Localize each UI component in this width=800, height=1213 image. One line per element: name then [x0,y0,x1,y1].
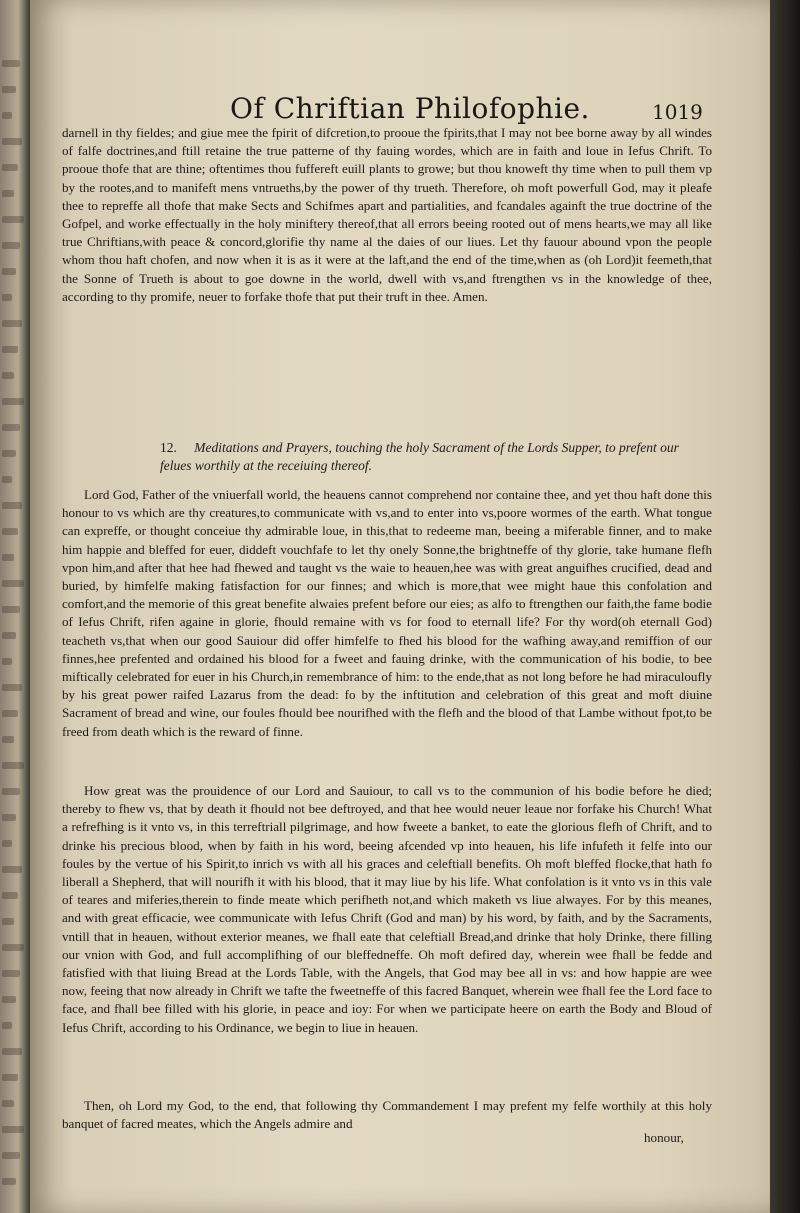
previous-page-text-fragment [2,450,16,457]
previous-page-text-fragment [2,606,20,613]
previous-page-text-fragment [2,112,12,119]
previous-page-text-fragment [2,502,22,509]
previous-page-text-fragment [2,1178,16,1185]
section-number: 12. [160,440,177,455]
previous-page-text-fragment [2,684,22,691]
previous-page-text-fragment [2,86,16,93]
previous-page-text-fragment [2,970,20,977]
previous-page-text-fragment [2,1152,20,1159]
previous-page-text-fragment [2,1126,24,1133]
previous-page-text-fragment [2,788,20,795]
previous-page-text-fragment [2,892,18,899]
previous-page-text-fragment [2,554,14,561]
running-header-title: Of Chriftian Philofophie. [230,92,590,125]
previous-page-text-fragment [2,216,24,223]
section-heading-text: Meditations and Prayers, touching the holy Sacrament of the Lords Supper, to prefent our felues worthily at the receiuing thereof. [160,440,679,473]
previous-page-text-fragment [2,580,24,587]
section-heading [160,439,700,475]
catchword: honour, [644,1130,684,1145]
previous-page-text-fragment [2,346,18,353]
previous-page-text-fragment [2,1100,14,1107]
previous-page-text-fragment [2,814,16,821]
book-gutter-shadow [770,0,800,1213]
previous-page-text-fragment [2,268,16,275]
previous-page-text-fragment [2,840,12,847]
paragraph-prayer-conclusion: darnell in thy fieldes; and giue mee the fpirit of difcretion,to prooue the fpirits,that I may not bee borne away by all windes of falfe doctrines,and ftill retaine the true patterne of thy fauing wordes, which are in faith and loue in Iefus Chrift. To prooue thofe that are thine; oftentimes thou fuffereft euill plants to growe; but thou knoweft thy time when to pull them vp by the rootes,and to manifeft mens vntrueths,by the power of thy trueth. Therefore, oh moft powerfull God, may it pleafe thee to repreffe all thofe that make Sects and Schifmes apart and partialities, and fcandales againft the true doctrine of the Gofpel, and worke effectually in the holy miniftery thereof,that all errors beeing rooted out of mens hearts,we may all like true Chriftians,with peace & concord,glorifie thy name al the daies of our liues. Let thy fauour abound vpon the people whom thou haft chofen, and now when it is as it were at the laft,and the end of the time,when as (oh Lord)it feemeth,that the Sonne of Trueth is about to goe downe in the world, dwell with vs,and ftrengthen vs in the knowledge of thee, according to thy promife, neuer to forfake thofe that put their truft in thee. Amen. [62,125,712,304]
previous-page-text-fragment [2,632,16,639]
previous-page-text-fragment [2,1022,12,1029]
page-number: 1019 [652,100,703,124]
previous-page-text-fragment [2,528,18,535]
previous-page-text-fragment [2,398,24,405]
previous-page-text-fragment [2,1074,18,1081]
previous-page-text-fragment [2,736,14,743]
previous-page-text-fragment [2,762,24,769]
previous-page-text-fragment [2,294,12,301]
paragraph-then-oh-lord: Then, oh Lord my God, to the end, that following thy Commandement I may prefent my felfe worthily at this holy banquet of facred meates, which the Angels admire and [62,1098,712,1132]
previous-page-text-fragment [2,476,12,483]
previous-page-text-fragment [2,866,22,873]
previous-page-text-fragment [2,138,22,145]
previous-page-text-fragment [2,944,24,951]
previous-page-text-fragment [2,424,20,431]
previous-page-text-fragment [2,320,22,327]
previous-page-text-fragment [2,242,20,249]
paragraph-lord-god: Lord God, Father of the vniuerfall world, the heauens cannot comprehend nor containe thee, and yet thou haft done this honour to vs which are thy creatures,to communicate with vs,and to enter into vs,poore wormes of the earth. What tongue can expreffe, or thought conceiue thy admirable loue, in this,that to redeeme man, beeing a miferable finner, and to make him happie and bleffed for euer, diddeft vouchfafe to let thy onely Sonne,the brightneffe of thy glorie, take humane flefh vpon him,and after that hee had fhewed and taught vs the waie to heauen,hee was with great anguifhes crucified, dead and buried, by himfelfe making fatisfaction for our finnes; and which is more,that wee might haue this confolation and comfort,and the memorie of this great benefite alwaies prefent before our eies; as alfo to ftrengthen our faith,the fame bodie of Iefus Chrift, rifen againe in glorie, fhould remaine with vs for food to eternall life? For thy word(oh eternall God) teacheth vs,that when our good Sauiour did offer himfelfe to fhed his blood for the wafhing away,and remiffion of our finnes,hee prefented and ordained his blood for a fweet and fauing drinke, with the communication of his bodie, to bee miftically celebrated for euer in his Church,in remembrance of him: to the ende,that as not long before he had miraculoufly by his great power raifed Lazarus from the dead: fo by the inftitution and celebration of this great and moft diuine Sacrament of bread and wine, our foules fhould bee nourifhed with the flefh and the blood of that Lambe without fpot,to be freed from death which is the reward of finne. [62,487,712,739]
previous-page-text-fragment [2,918,14,925]
previous-page-text-fragment [2,996,16,1003]
previous-page-text-fragment [2,190,14,197]
paragraph-providence: How great was the prouidence of our Lord and Sauiour, to call vs to the communion of his bodie before he died; thereby to fhew vs, that by death it fhould not bee deftroyed, and that hee would neuer leaue nor forfake his Church! What a refrefhing is it vnto vs, in this terreftriall pilgrimage, and how fweete a banket, to eate the glorious flefh of Chrift, and to drinke his precious blood, when by faith in his word, beeing afcended vp into heauen, his life infufeth it felfe into our foules by the vertue of his Spirit,to inrich vs with all his graces and celeftiall benefits. Oh moft bleffed flocke,that hath fo liberall a Shepherd, that will nourifh it with his blood, that it may liue by his life. What confolation is it vnto vs in this vale of teares and miferies,therein to finde meate which perifheth not,and which maketh vs liue alwayes. For by this meanes, and with great efficacie, wee communicate with Iefus Chrift (God and man) by his word, by faith, and by the Sacraments, vntill that in heauen, without exterior meanes, we fhall eate that celeftiall Bread,and drinke that holy Drinke, there filling our vnion with God, and full accomplifhing of our bleffedneffe. Oh moft defired day, wherein wee fhall be fedde and fatisfied with that liuing Bread at the Lords Table, with the Angels, that God may bee all in vs: and how happie are wee now, feeing that now already in Chrift we tafte the fweetneffe of this facred Banquet, wherein wee fhall fee the Lord face to face, and fhall bee filled with his glorie, in peace and ioy: For when we participate heere on earth the Body and Bloud of Iefus Chrift, according to his Ordinance, we begin to liue in heauen. [62,783,712,1035]
previous-page-text-fragment [2,372,14,379]
previous-page-text-fragment [2,1048,22,1055]
previous-page-text-fragment [2,658,12,665]
previous-page-text-fragment [2,164,18,171]
previous-page-edge [0,0,30,1213]
previous-page-text-fragment [2,710,18,717]
previous-page-text-fragment [2,60,20,67]
